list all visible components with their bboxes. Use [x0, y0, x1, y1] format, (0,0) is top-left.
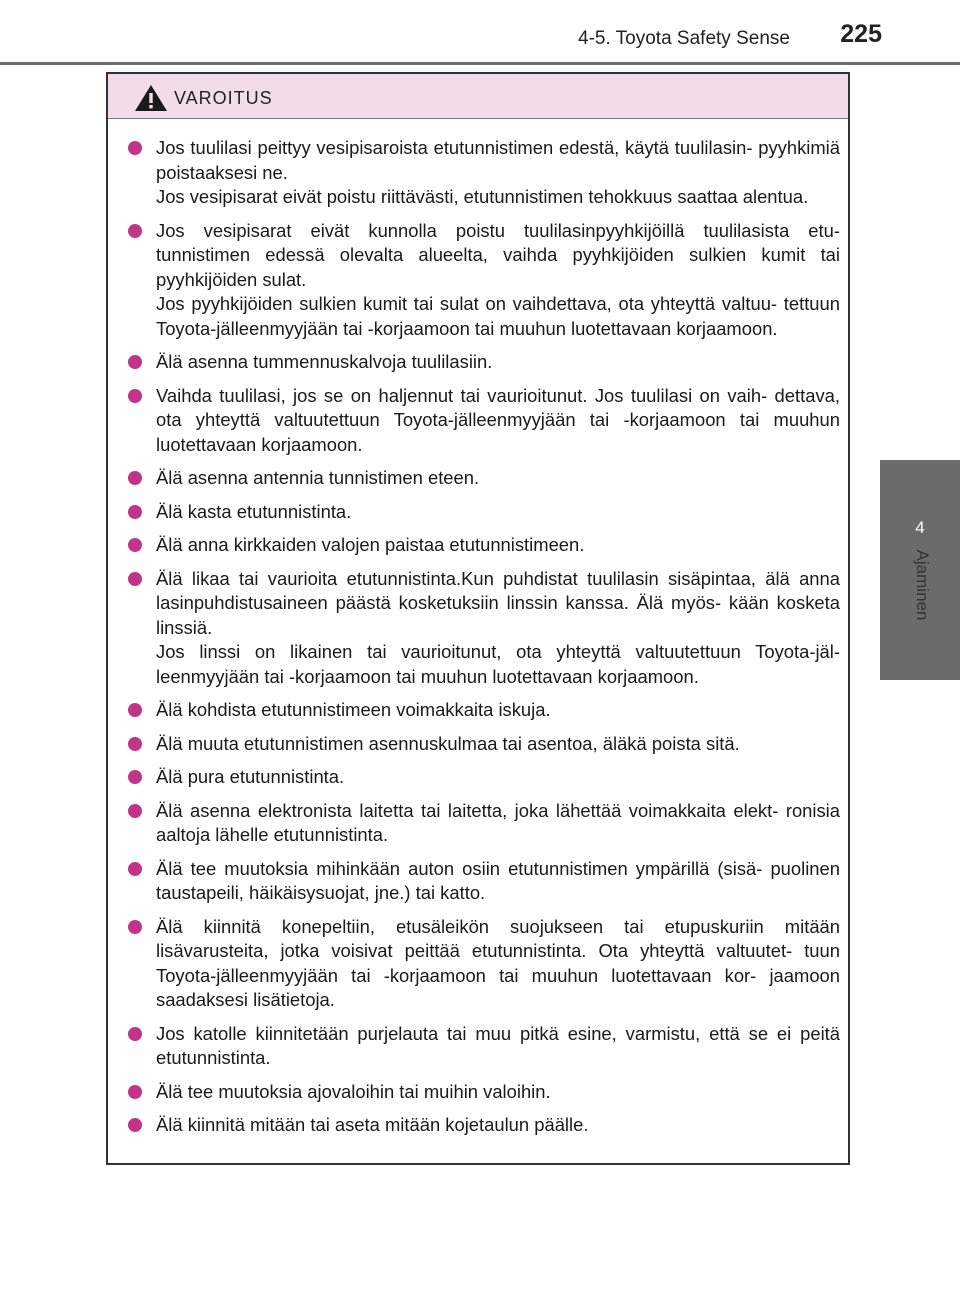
bullet-icon	[128, 389, 142, 403]
warning-item	[126, 915, 840, 1013]
warning-item-text: Älä asenna tummennuskalvoja tuulilasiin.	[156, 351, 493, 372]
warning-item	[126, 857, 840, 906]
bullet-icon	[128, 471, 142, 485]
warning-item-text: Jos linssi on likainen tai vaurioitunut, ota yhteyttä valtuutettuun Toyota-jäl- leenmyyjään tai -korjaamoon tai muuhun luotettavaan korjaamoon.	[156, 641, 840, 687]
warning-item-text: Älä pura etutunnistinta.	[156, 766, 345, 787]
warning-item-text: Älä tee muutoksia mihinkään auton osiin etutunnistimen ympärillä (sisä- puolinen taustapeili, häikäisysuojat, jne.) tai katto.	[156, 857, 840, 903]
warning-item-text: Älä asenna antennia tunnistimen eteen.	[156, 467, 480, 488]
warning-list	[126, 136, 840, 1147]
bullet-icon	[128, 1027, 142, 1041]
warning-item	[126, 567, 840, 690]
warning-item-text: Älä tee muutoksia ajovaloihin tai muihin valoihin.	[156, 1080, 551, 1102]
bullet-icon	[128, 770, 142, 784]
bullet-icon	[128, 572, 142, 586]
warning-item	[126, 765, 840, 790]
bullet-icon	[128, 1118, 142, 1132]
page-number: 225	[840, 20, 882, 48]
warning-item-text: Jos tuulilasi peittyy vesipisaroista etutunnistimen edestä, käytä tuulilasin- pyyhkimiä poistaaksesi ne.	[156, 137, 840, 183]
bullet-icon	[128, 920, 142, 934]
warning-item-text: Älä likaa tai vaurioita etutunnistinta.Kun puhdistat tuulilasin sisäpintaa, älä anna lasinpuhdistusaineen päästä kosketuksiin linssin kanssa. Älä myös- kään kosketa linssiä.	[156, 567, 840, 638]
warning-triangle-icon	[134, 84, 168, 112]
header-divider	[0, 62, 960, 65]
warning-item-text: Älä muuta etutunnistimen asennuskulmaa tai asentoa, äläkä poista sitä.	[156, 732, 740, 754]
warning-item-text: Jos vesipisarat eivät kunnolla poistu tuulilasinpyyhkijöillä tuulilasista etu- tunnistimen edessä olevalta alueelta, vaihda pyyhkijöiden sulkien kumit tai pyyhkijöiden sulat.	[156, 219, 840, 290]
warning-item-text: Älä anna kirkkaiden valojen paistaa etutunnistimeen.	[156, 534, 585, 555]
warning-item	[126, 533, 840, 558]
warning-item	[126, 698, 840, 723]
bullet-icon	[128, 1085, 142, 1099]
bullet-icon	[128, 804, 142, 818]
warning-box	[106, 72, 850, 1165]
warning-item	[126, 384, 840, 458]
warning-item	[126, 799, 840, 848]
warning-item-text: Jos vesipisarat eivät poistu riittävästi, etutunnistimen tehokkuus saattaa alentua.	[156, 186, 809, 207]
warning-item-text: Älä kiinnitä konepeltiin, etusäleikön suojukseen tai etupuskuriin mitään lisävarusteita, jotka voisivat peittää etutunnistinta. Ota yhteyttä valtuutet- tuun Toyota-jälleenmyyjään tai -korjaamoon tai muuhun luotettavaan kor- jaamoon saadaksesi lisätietoja.	[156, 915, 840, 1010]
bullet-icon	[128, 355, 142, 369]
warning-item	[126, 1113, 840, 1138]
chapter-label: Ajaminen	[913, 549, 932, 621]
bullet-icon	[128, 862, 142, 876]
bullet-icon	[128, 538, 142, 552]
bullet-icon	[128, 505, 142, 519]
warning-item-text: Jos katolle kiinnitetään purjelauta tai muu pitkä esine, varmistu, että se ei peitä etutunnistinta.	[156, 1022, 840, 1068]
warning-item	[126, 466, 840, 491]
warning-item	[126, 219, 840, 342]
warning-item-text: Vaihda tuulilasi, jos se on haljennut tai vaurioitunut. Jos tuulilasi on vaih- dettava, ota yhteyttä valtuutettuun Toyota-jälleenmyyjään tai -korjaamoon tai muuhun luotettavaan korjaamoon.	[156, 384, 840, 455]
section-title: 4-5. Toyota Safety Sense	[578, 28, 790, 49]
warning-title: VAROITUS	[174, 88, 273, 108]
warning-item-text: Jos pyyhkijöiden sulkien kumit tai sulat on vaihdettava, ota yhteyttä valtuu- tettuun Toyota-jälleenmyyjään tai -korjaamoon tai muuhun luotettavaan korjaamoon.	[156, 293, 840, 339]
warning-item	[126, 136, 840, 210]
warning-item	[126, 1022, 840, 1071]
warning-item	[126, 732, 840, 757]
warning-item-text: Älä kasta etutunnistinta.	[156, 500, 352, 522]
warning-item	[126, 1080, 840, 1105]
bullet-icon	[128, 141, 142, 155]
bullet-icon	[128, 703, 142, 717]
warning-item	[126, 350, 840, 375]
bullet-icon	[128, 737, 142, 751]
warning-header	[108, 74, 848, 119]
warning-item-text: Älä kohdista etutunnistimeen voimakkaita iskuja.	[156, 699, 551, 720]
chapter-number: 4	[915, 518, 925, 537]
bullet-icon	[128, 224, 142, 238]
warning-item-text: Älä kiinnitä mitään tai aseta mitään kojetaulun päälle.	[156, 1114, 589, 1135]
warning-item-text: Älä asenna elektronista laitetta tai laitetta, joka lähettää voimakkaita elekt- ronisia aaltoja lähelle etutunnistinta.	[156, 799, 840, 845]
warning-item	[126, 500, 840, 525]
